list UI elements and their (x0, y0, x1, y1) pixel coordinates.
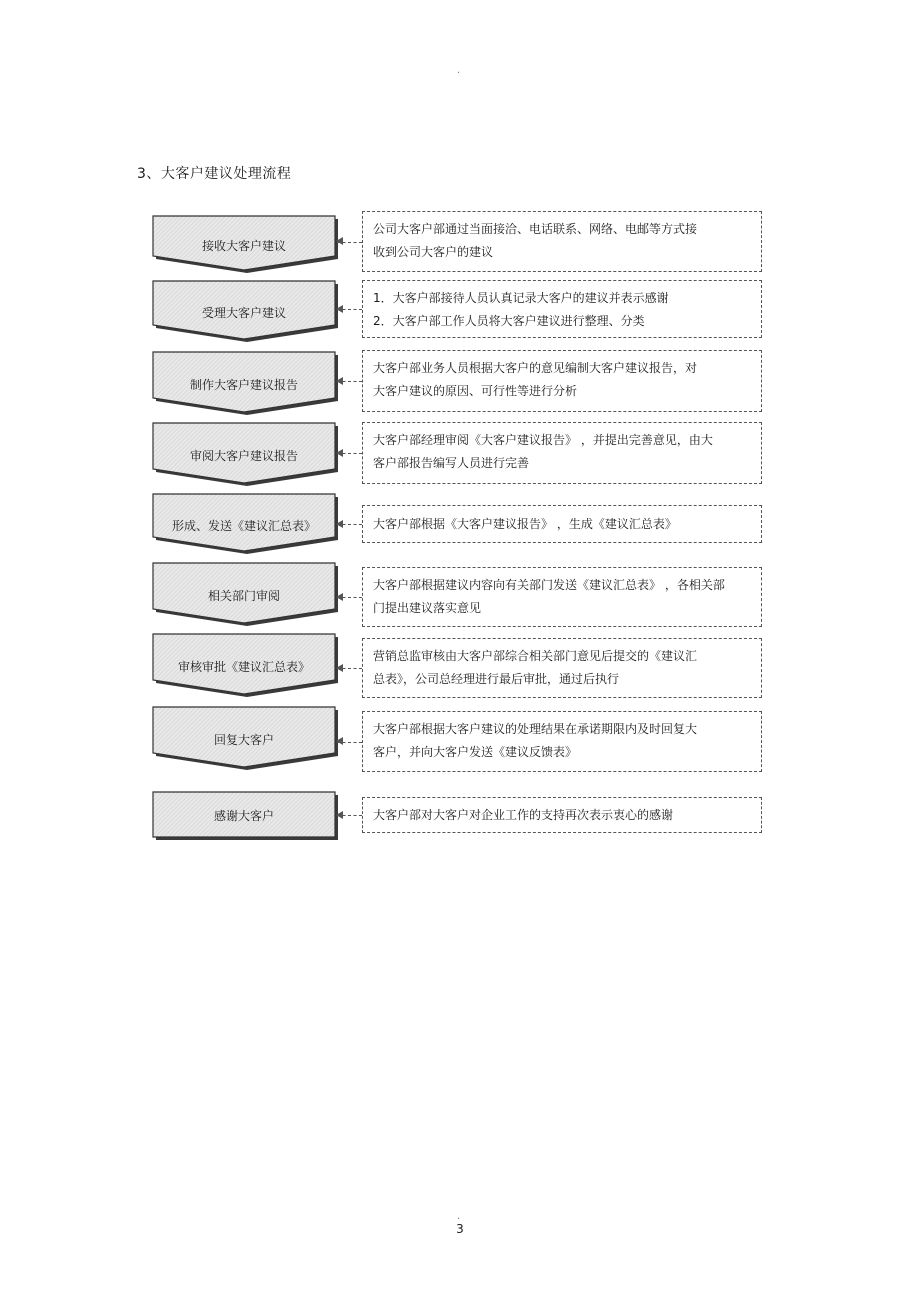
step-label: 审阅大客户建议报告 (189, 449, 298, 463)
flow-note-receive (362, 211, 762, 272)
note-line: 门提出建议落实意见 (373, 601, 482, 615)
flow-step-approve-summary (153, 634, 335, 694)
flow-note-send-summary (362, 505, 762, 543)
flow-note-reply (362, 711, 762, 772)
note-line: 收到公司大客户的建议 (373, 245, 494, 259)
step-label: 审核审批《建议汇总表》 (177, 660, 310, 674)
step-label: 受理大客户建议 (201, 306, 286, 320)
note-line: 1．大客户部接待人员认真记录大客户的建议并表示感谢 (373, 291, 669, 305)
step-label: 制作大客户建议报告 (189, 378, 298, 392)
note-line: 大客户部业务人员根据大客户的意见编制大客户建议报告，对 (373, 361, 698, 375)
section-heading: 3、大客户建议处理流程 (137, 166, 292, 182)
flow-note-dept-review (362, 567, 762, 627)
note-line: 大客户部根据建议内容向有关部门发送《建议汇总表》 ，各相关部 (373, 578, 725, 592)
page-number: 3 (456, 1222, 464, 1236)
dashed-arrow-connector (337, 597, 362, 598)
flow-note-review-report (362, 422, 762, 484)
note-line: 客户部报告编写人员进行完善 (373, 456, 530, 470)
flow-step-receive (153, 216, 335, 270)
flow-step-dept-review (153, 563, 335, 623)
flow-note-approve-summary (362, 638, 762, 698)
note-line: 大客户部经理审阅《大客户建议报告》 ，并提出完善意见，由大 (373, 433, 713, 447)
flow-step-draft-report (153, 352, 335, 412)
note-line: 公司大客户部通过当面接洽、电话联系、网络、电邮等方式接 (373, 222, 698, 236)
flow-step-send-summary (153, 494, 335, 551)
bottom-dot: . (457, 1211, 461, 1222)
step-label: 回复大客户 (213, 733, 274, 747)
note-line: 大客户建议的原因、可行性等进行分析 (373, 384, 578, 398)
dashed-arrow-connector (337, 524, 362, 525)
note-line: 大客户部根据大客户建议的处理结果在承诺期限内及时回复大 (373, 722, 698, 736)
flow-note-accept (362, 280, 762, 338)
top-dot: . (457, 65, 461, 76)
dashed-arrow-connector (337, 381, 362, 382)
flow-step-accept (153, 281, 335, 339)
dashed-arrow-connector (337, 309, 362, 310)
dashed-arrow-connector (337, 742, 362, 743)
dashed-arrow-connector (337, 453, 362, 454)
note-line: 营销总监审核由大客户部综合相关部门意见后提交的《建议汇 (373, 649, 698, 663)
flow-step-review-report (153, 423, 335, 483)
dashed-arrow-connector (337, 668, 362, 669)
flow-note-thank (362, 797, 762, 833)
dashed-arrow-connector (337, 242, 362, 243)
step-label: 感谢大客户 (213, 808, 274, 823)
note-line: 大客户部根据《大客户建议报告》 ，生成《建议汇总表》 (373, 517, 677, 531)
flow-note-draft-report (362, 350, 762, 412)
step-label: 形成、发送《建议汇总表》 (171, 518, 316, 533)
note-line: 大客户部对大客户对企业工作的支持再次表示衷心的感谢 (373, 808, 674, 822)
flow-step-thank (153, 792, 335, 837)
note-line: 总表》，公司总经理进行最后审批，通过后执行 (373, 672, 620, 686)
note-line: 2．大客户部工作人员将大客户建议进行整理、分类 (373, 314, 645, 328)
step-label: 相关部门审阅 (207, 589, 280, 603)
step-label: 接收大客户建议 (201, 239, 286, 253)
flow-step-reply (153, 707, 335, 767)
note-line: 客户，并向大客户发送《建议反馈表》 (373, 745, 578, 759)
dashed-arrow-connector (337, 815, 362, 816)
